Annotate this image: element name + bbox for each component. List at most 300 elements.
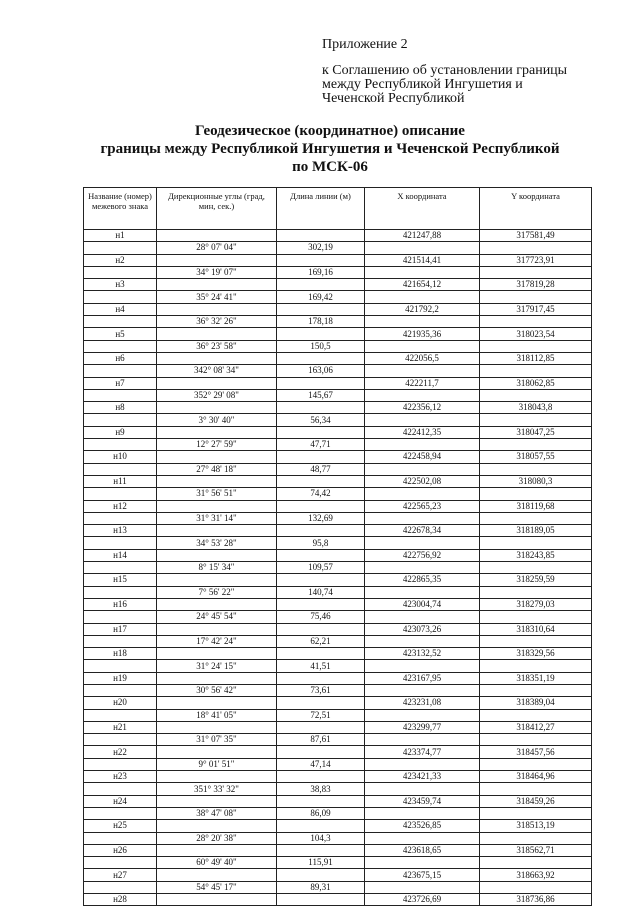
point-name: н1 [84,230,157,242]
point-name: н15 [84,574,157,586]
point-name: н27 [84,869,157,881]
empty-cell [480,242,592,254]
empty-cell [157,500,277,512]
empty-cell [277,844,365,856]
table-body [84,230,592,906]
empty-cell [480,635,592,647]
document-title-line: по МСК-06 [292,159,368,175]
x-coordinate: 422502,08 [365,475,480,487]
empty-cell [480,758,592,770]
empty-cell [480,439,592,451]
empty-cell [277,771,365,783]
empty-cell [365,611,480,623]
appendix-line: к Соглашению об установлении границы [322,63,568,78]
coordinates-table [83,187,592,906]
y-coordinate: 317581,49 [480,230,592,242]
segment-row [84,783,592,795]
empty-cell [277,795,365,807]
y-coordinate: 317917,45 [480,303,592,315]
empty-cell [157,230,277,242]
empty-cell [480,512,592,524]
empty-cell [157,721,277,733]
header-point-name: Название (номер) межевого знака [84,188,157,230]
y-coordinate: 318663,92 [480,869,592,881]
direction-angle: 35° 24' 41" [157,291,277,303]
line-length: 169,42 [277,291,365,303]
empty-cell [277,598,365,610]
line-length: 115,91 [277,857,365,869]
point-name: н21 [84,721,157,733]
empty-cell [84,783,157,795]
empty-cell [157,426,277,438]
empty-cell [157,402,277,414]
x-coordinate: 423675,15 [365,869,480,881]
document-title [80,122,580,176]
y-coordinate: 318062,85 [480,377,592,389]
x-coordinate: 422756,92 [365,549,480,561]
point-row [84,771,592,783]
y-coordinate: 318057,55 [480,451,592,463]
segment-row [84,758,592,770]
empty-cell [84,365,157,377]
empty-cell [480,562,592,574]
empty-cell [480,857,592,869]
x-coordinate: 422458,94 [365,451,480,463]
empty-cell [157,549,277,561]
empty-cell [365,537,480,549]
empty-cell [480,266,592,278]
y-coordinate: 318562,71 [480,844,592,856]
empty-cell [157,598,277,610]
line-length: 72,51 [277,709,365,721]
line-length: 75,46 [277,611,365,623]
line-length: 87,61 [277,734,365,746]
empty-cell [84,316,157,328]
empty-cell [480,684,592,696]
point-name: н19 [84,672,157,684]
segment-row [84,340,592,352]
empty-cell [480,291,592,303]
header-angle: Дирекционные углы (град, мин, сек.) [157,188,277,230]
line-length: 56,34 [277,414,365,426]
x-coordinate: 423299,77 [365,721,480,733]
empty-cell [84,242,157,254]
x-coordinate: 423459,74 [365,795,480,807]
direction-angle: 34° 53' 28" [157,537,277,549]
empty-cell [84,758,157,770]
empty-cell [480,807,592,819]
x-coordinate: 421935,36 [365,328,480,340]
empty-cell [277,525,365,537]
line-length: 302,19 [277,242,365,254]
line-length: 169,16 [277,266,365,278]
point-row [84,352,592,364]
x-coordinate: 422412,35 [365,426,480,438]
empty-cell [365,463,480,475]
empty-cell [157,451,277,463]
empty-cell [84,684,157,696]
x-coordinate: 423073,26 [365,623,480,635]
y-coordinate: 318189,05 [480,525,592,537]
appendix-line: между Республикой Ингушетия и [322,77,523,92]
empty-cell [365,439,480,451]
y-coordinate: 318329,56 [480,648,592,660]
direction-angle: 38° 47' 08" [157,807,277,819]
empty-cell [84,709,157,721]
point-row [84,254,592,266]
empty-cell [365,340,480,352]
x-coordinate: 421247,88 [365,230,480,242]
empty-cell [277,746,365,758]
empty-cell [365,242,480,254]
point-name: н8 [84,402,157,414]
empty-cell [480,783,592,795]
empty-cell [365,562,480,574]
point-name: н26 [84,844,157,856]
y-coordinate: 318243,85 [480,549,592,561]
direction-angle: 28° 20' 38" [157,832,277,844]
empty-cell [84,660,157,672]
point-name: н4 [84,303,157,315]
direction-angle: 3° 30' 40" [157,414,277,426]
point-name: н25 [84,820,157,832]
y-coordinate: 318351,19 [480,672,592,684]
segment-row [84,857,592,869]
point-name: н5 [84,328,157,340]
line-length: 178,18 [277,316,365,328]
empty-cell [365,758,480,770]
empty-cell [277,328,365,340]
x-coordinate: 423726,69 [365,894,480,906]
point-row [84,500,592,512]
segment-row [84,611,592,623]
point-row [84,549,592,561]
empty-cell [277,352,365,364]
point-row [84,894,592,906]
empty-cell [157,352,277,364]
direction-angle: 31° 56' 51" [157,488,277,500]
line-length: 38,83 [277,783,365,795]
x-coordinate: 422565,23 [365,500,480,512]
x-coordinate: 422678,34 [365,525,480,537]
empty-cell [84,832,157,844]
empty-cell [277,721,365,733]
empty-cell [365,881,480,893]
direction-angle: 12° 27' 59" [157,439,277,451]
empty-cell [157,377,277,389]
point-row [84,377,592,389]
line-length: 47,71 [277,439,365,451]
point-name: н2 [84,254,157,266]
empty-cell [365,709,480,721]
y-coordinate: 318736,86 [480,894,592,906]
point-row [84,672,592,684]
y-coordinate: 318279,03 [480,598,592,610]
point-name: н10 [84,451,157,463]
document-title-line: Геодезическое (координатное) описание [195,123,465,139]
x-coordinate: 423618,65 [365,844,480,856]
empty-cell [84,389,157,401]
y-coordinate: 318457,56 [480,746,592,758]
empty-cell [157,820,277,832]
direction-angle: 36° 32' 26" [157,316,277,328]
direction-angle: 30° 56' 42" [157,684,277,696]
appendix-title: Приложение 2 [322,37,408,52]
line-length: 140,74 [277,586,365,598]
line-length: 48,77 [277,463,365,475]
segment-row [84,512,592,524]
header-x-coordinate: X координата [365,188,480,230]
appendix-heading [322,38,622,106]
empty-cell [480,832,592,844]
empty-cell [365,488,480,500]
segment-row [84,586,592,598]
empty-cell [157,894,277,906]
empty-cell [365,512,480,524]
point-row [84,746,592,758]
point-row [84,869,592,881]
point-name: н6 [84,352,157,364]
direction-angle: 31° 24' 15" [157,660,277,672]
segment-row [84,881,592,893]
y-coordinate: 318112,85 [480,352,592,364]
point-row [84,303,592,315]
point-name: н13 [84,525,157,537]
empty-cell [157,303,277,315]
empty-cell [84,414,157,426]
line-length: 109,57 [277,562,365,574]
empty-cell [480,414,592,426]
point-name: н24 [84,795,157,807]
empty-cell [157,623,277,635]
empty-cell [277,426,365,438]
direction-angle: 17° 42' 24" [157,635,277,647]
header-y-coordinate: Y координата [480,188,592,230]
direction-angle: 34° 19' 07" [157,266,277,278]
point-row [84,402,592,414]
empty-cell [157,328,277,340]
x-coordinate: 423167,95 [365,672,480,684]
empty-cell [365,857,480,869]
direction-angle: 54° 45' 17" [157,881,277,893]
line-length: 86,09 [277,807,365,819]
empty-cell [157,844,277,856]
point-name: н3 [84,279,157,291]
empty-cell [84,807,157,819]
line-length: 47,14 [277,758,365,770]
point-name: н9 [84,426,157,438]
point-name: н12 [84,500,157,512]
direction-angle: 24° 45' 54" [157,611,277,623]
point-name: н17 [84,623,157,635]
direction-angle: 18° 41' 05" [157,709,277,721]
direction-angle: 352° 29' 08" [157,389,277,401]
empty-cell [157,475,277,487]
segment-row [84,316,592,328]
line-length: 95,8 [277,537,365,549]
x-coordinate: 421792,2 [365,303,480,315]
point-name: н20 [84,697,157,709]
point-name: н23 [84,771,157,783]
segment-row [84,635,592,647]
empty-cell [365,783,480,795]
empty-cell [365,414,480,426]
direction-angle: 36° 23' 58" [157,340,277,352]
point-row [84,697,592,709]
x-coordinate: 422056,5 [365,352,480,364]
point-row [84,451,592,463]
empty-cell [157,574,277,586]
point-row [84,475,592,487]
empty-cell [84,463,157,475]
empty-cell [277,549,365,561]
empty-cell [277,820,365,832]
empty-cell [157,869,277,881]
point-name: н7 [84,377,157,389]
empty-cell [480,611,592,623]
empty-cell [277,230,365,242]
empty-cell [365,635,480,647]
y-coordinate: 318459,26 [480,795,592,807]
point-row [84,795,592,807]
empty-cell [480,340,592,352]
empty-cell [84,586,157,598]
segment-row [84,832,592,844]
segment-row [84,684,592,696]
segment-row [84,389,592,401]
empty-cell [277,869,365,881]
document-title-line: границы между Республикой Ингушетия и Чеченской Республикой [100,141,560,157]
point-row [84,230,592,242]
empty-cell [480,463,592,475]
empty-cell [365,586,480,598]
empty-cell [365,734,480,746]
direction-angle: 342° 08' 34" [157,365,277,377]
x-coordinate: 422865,35 [365,574,480,586]
line-length: 89,31 [277,881,365,893]
empty-cell [277,648,365,660]
x-coordinate: 421654,12 [365,279,480,291]
empty-cell [84,488,157,500]
y-coordinate: 318513,19 [480,820,592,832]
x-coordinate: 422211,7 [365,377,480,389]
y-coordinate: 318310,64 [480,623,592,635]
empty-cell [157,525,277,537]
empty-cell [365,389,480,401]
segment-row [84,414,592,426]
y-coordinate: 317723,91 [480,254,592,266]
line-length: 73,61 [277,684,365,696]
empty-cell [277,672,365,684]
x-coordinate: 423421,33 [365,771,480,783]
empty-cell [480,709,592,721]
y-coordinate: 318259,59 [480,574,592,586]
x-coordinate: 423004,74 [365,598,480,610]
empty-cell [157,746,277,758]
empty-cell [84,562,157,574]
empty-cell [277,279,365,291]
segment-row [84,807,592,819]
empty-cell [365,291,480,303]
y-coordinate: 318043,8 [480,402,592,414]
y-coordinate: 318389,04 [480,697,592,709]
empty-cell [277,894,365,906]
empty-cell [277,377,365,389]
empty-cell [365,660,480,672]
segment-row [84,365,592,377]
x-coordinate: 423526,85 [365,820,480,832]
point-name: н14 [84,549,157,561]
direction-angle: 31° 07' 35" [157,734,277,746]
point-row [84,623,592,635]
empty-cell [84,881,157,893]
line-length: 74,42 [277,488,365,500]
empty-cell [84,857,157,869]
empty-cell [480,537,592,549]
point-name: н28 [84,894,157,906]
x-coordinate: 423132,52 [365,648,480,660]
point-row [84,525,592,537]
segment-row [84,537,592,549]
empty-cell [277,500,365,512]
line-length: 163,06 [277,365,365,377]
empty-cell [84,611,157,623]
x-coordinate: 422356,12 [365,402,480,414]
empty-cell [480,316,592,328]
empty-cell [277,475,365,487]
segment-row [84,660,592,672]
segment-row [84,488,592,500]
segment-row [84,439,592,451]
y-coordinate: 318412,27 [480,721,592,733]
empty-cell [365,365,480,377]
empty-cell [84,635,157,647]
empty-cell [157,648,277,660]
segment-row [84,463,592,475]
y-coordinate: 318023,54 [480,328,592,340]
direction-angle: 27° 48' 18" [157,463,277,475]
point-row [84,844,592,856]
segment-row [84,242,592,254]
empty-cell [277,623,365,635]
appendix-line: Чеченской Республикой [322,91,465,106]
direction-angle: 28° 07' 04" [157,242,277,254]
empty-cell [84,291,157,303]
point-name: н18 [84,648,157,660]
segment-row [84,291,592,303]
line-length: 145,67 [277,389,365,401]
direction-angle: 31° 31' 14" [157,512,277,524]
empty-cell [480,881,592,893]
empty-cell [84,340,157,352]
line-length: 62,21 [277,635,365,647]
empty-cell [84,734,157,746]
empty-cell [84,439,157,451]
line-length: 41,51 [277,660,365,672]
point-row [84,574,592,586]
point-row [84,426,592,438]
point-row [84,721,592,733]
point-row [84,648,592,660]
direction-angle: 351° 33' 32" [157,783,277,795]
empty-cell [277,451,365,463]
y-coordinate: 318119,68 [480,500,592,512]
empty-cell [365,316,480,328]
y-coordinate: 318080,3 [480,475,592,487]
empty-cell [277,402,365,414]
empty-cell [277,574,365,586]
empty-cell [84,266,157,278]
